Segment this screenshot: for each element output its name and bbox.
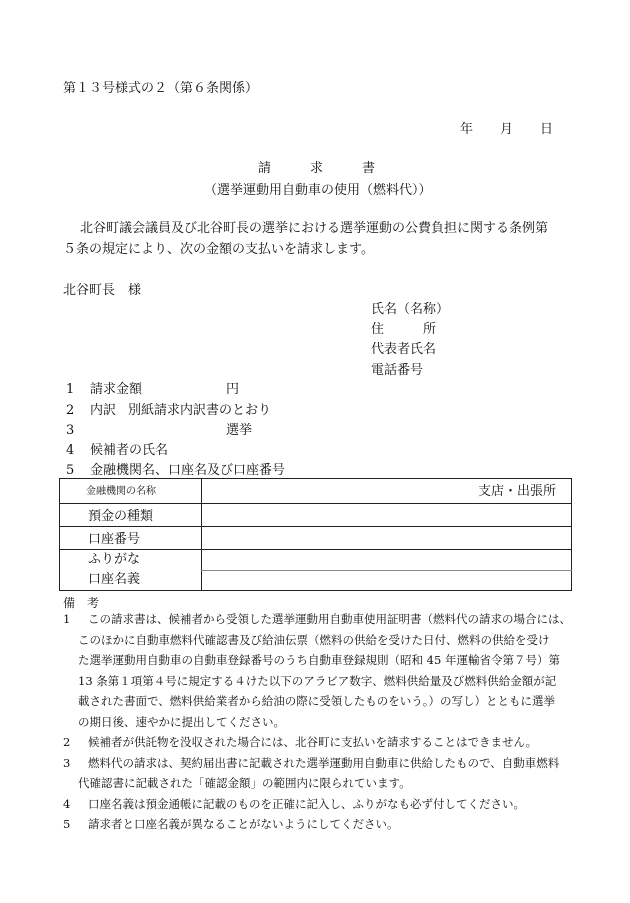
table-row-divider <box>60 549 571 550</box>
item-label-bank-info: 金融機関名、口座名及び口座番号 <box>90 463 286 478</box>
item-value-breakdown: 別紙請求内訳書のとおり <box>128 403 272 418</box>
branch-label: 支店・出張所 <box>478 484 557 499</box>
remark-number: 3 <box>63 755 71 770</box>
remark-line: このほかに自動車燃料代確認書及び給油伝票（燃料の供給を受けた日付、燃料の供給を受け <box>78 632 550 647</box>
date-month-label: 月 <box>500 122 514 137</box>
remark-line: の期日後、速やかに提出してください。 <box>78 714 285 729</box>
applicant-name-label: 氏名（名称） <box>371 302 450 317</box>
remark-number: 5 <box>63 817 71 831</box>
item-number: 3 <box>66 423 75 438</box>
intro-line-1: 北谷町議会議員及び北谷町長の選挙における選挙運動の公費負担に関する条例第 <box>80 221 549 236</box>
remark-line: た選挙運動用自動車の自動車登録番号のうち自動車登録規則（昭和 45 年運輸省令第７号）第 <box>78 653 560 667</box>
remark-line: 代確認書に記載された「確認金額」の範囲内に限られています。 <box>78 776 411 790</box>
item-number: 1 <box>66 382 75 397</box>
remark-number: 2 <box>63 735 71 749</box>
remark-line: この請求書は、候補者から受領した選挙運動用自動車使用証明書（燃料代の請求の場合には、 <box>88 612 571 626</box>
document-subtitle: （選挙運動用自動車の使用（燃料代）） <box>204 183 432 198</box>
item-label-breakdown: 内訳 <box>90 403 117 418</box>
remark-number: 4 <box>63 796 71 811</box>
table-furigana-divider <box>201 570 572 571</box>
item-value-election: 選挙 <box>226 423 253 438</box>
remark-line: 燃料代の請求は、契約届出書に記載された選挙運動用自動車に供給したもので、自動車燃料 <box>88 755 560 770</box>
remark-line: 載された書面で、燃料供給業者から給油の際に受領したものをいう。）の写し）とともに選挙 <box>78 694 556 708</box>
table-column-divider <box>201 479 202 590</box>
remark-line: 口座名義は預金通帳に記載のものを正確に記入し、ふりがなも必ず付してください。 <box>88 796 525 811</box>
item-number: 2 <box>66 403 75 418</box>
account-number-label: 口座番号 <box>88 532 141 547</box>
account-name-label: 口座名義 <box>88 572 141 587</box>
item-label-claim-amount: 請求金額 <box>90 382 143 397</box>
date-year-label: 年 <box>460 122 474 137</box>
item-label-candidate-name: 候補者の氏名 <box>90 443 169 458</box>
table-row-divider <box>60 526 571 527</box>
intro-line-2: ５条の規定により、次の金額の支払いを請求します。 <box>63 242 374 257</box>
furigana-label: ふりがな <box>88 552 141 567</box>
form-number: 第１３号様式の２（第６条関係） <box>63 81 259 96</box>
addressee: 北谷町長 様 <box>63 283 142 298</box>
table-row-divider <box>60 503 571 504</box>
remark-line: 13 条第１項第４号に規定する４けた以下のアラビア数字、燃料供給量及び燃料供給金額が記 <box>78 673 557 688</box>
remark-number: 1 <box>63 612 71 626</box>
remark-line: 請求者と口座名義が異なることがないようにしてください。 <box>88 817 399 831</box>
date-day-label: 日 <box>540 122 554 137</box>
deposit-type-label: 預金の種類 <box>88 509 154 524</box>
remark-line: 候補者が供託物を没収された場合には、北谷町に支払いを請求することはできません。 <box>88 735 538 749</box>
item-number: 5 <box>66 463 75 478</box>
bank-name-label: 金融機関の名称 <box>86 486 156 497</box>
applicant-phone-label: 電話番号 <box>371 363 424 378</box>
document-title: 請 求 書 <box>258 161 376 176</box>
item-number: 4 <box>66 443 75 458</box>
item-value-yen: 円 <box>226 382 240 397</box>
applicant-address-label: 住 所 <box>371 322 437 337</box>
bank-account-table <box>59 478 572 591</box>
remarks-title: 備 考 <box>63 596 100 610</box>
applicant-representative-label: 代表者氏名 <box>371 342 437 357</box>
